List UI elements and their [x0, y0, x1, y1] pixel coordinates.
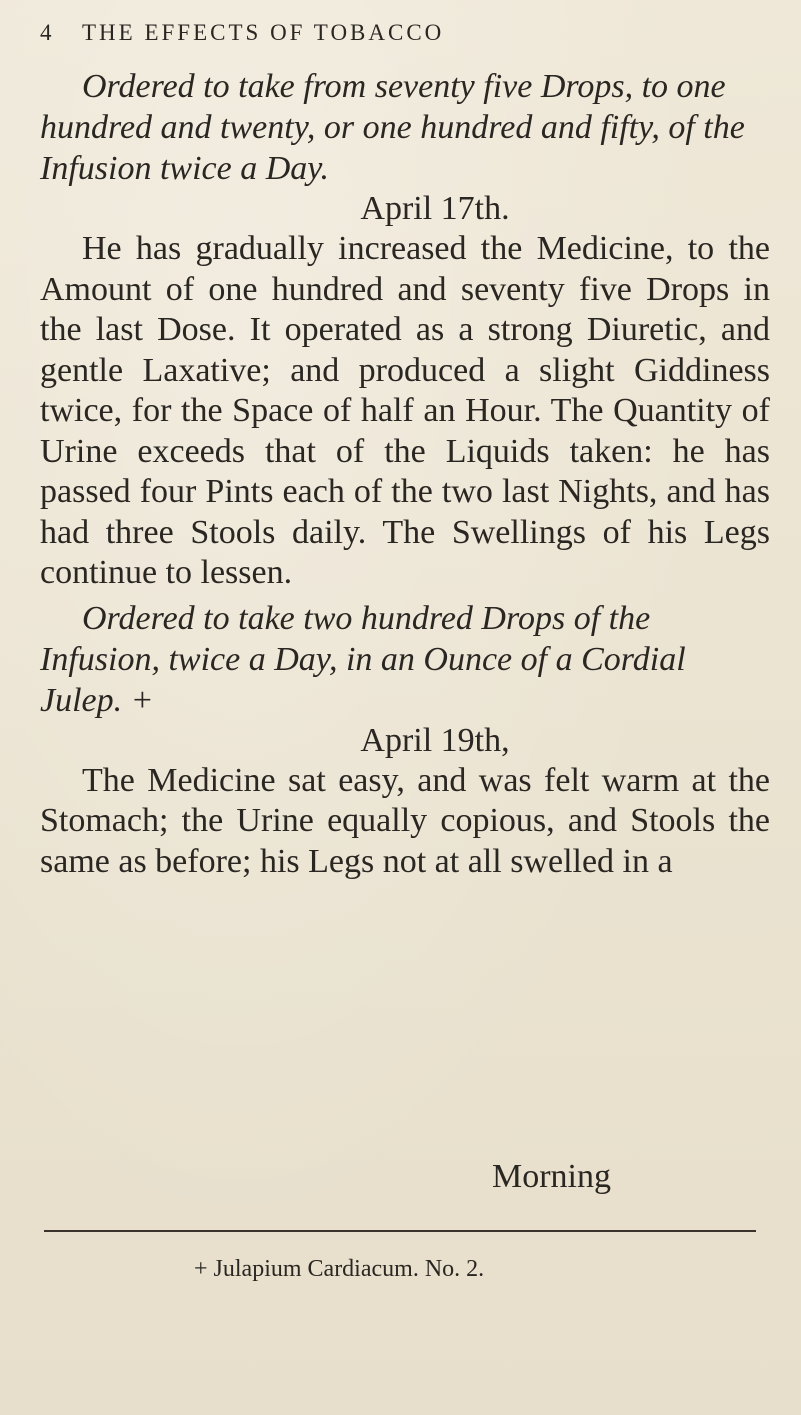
page-number: 4: [40, 20, 55, 45]
paragraph-report-2: The Medicine sat easy, and was felt warm at the Stomach; the Urine equally copious, and Stools the same as before; his Legs not at all swelled in a: [40, 761, 770, 880]
date-april-19: April 19th,: [360, 721, 510, 759]
running-title: THE EFFECTS OF TOBACCO: [82, 20, 445, 45]
footnote: + Julapium Cardiacum. No. 2.: [194, 1256, 485, 1282]
main-text: [40, 66, 770, 882]
paragraph-report-1: He has gradually increased the Medicine, to the Amount of one hundred and seventy five Drops in the last Dose. It operated as a strong Diuretic, and gentle Laxative; and produced a slight Giddiness twice, for the Space of half an Hour. The Quantity of Urine exceeds that of the Liquids taken: he has passed four Pints each of the two last Nights, and has had three Stools daily. The Swellings of his Legs continue to lessen.: [40, 230, 770, 591]
running-head: [40, 20, 780, 46]
paragraph-ordered-2: Ordered to take two hundred Drops of the Infusion, twice a Day, in an Ounce of a Cordial Julep. +: [40, 599, 686, 719]
catchword: Morning: [492, 1158, 611, 1195]
paragraph-ordered-1: Ordered to take from seventy five Drops, to one hundred and twenty, or one hundred and fifty, of the Infusion twice a Day.: [40, 68, 745, 187]
footnote-rule: [44, 1230, 756, 1232]
date-april-17: April 17th.: [360, 190, 510, 227]
